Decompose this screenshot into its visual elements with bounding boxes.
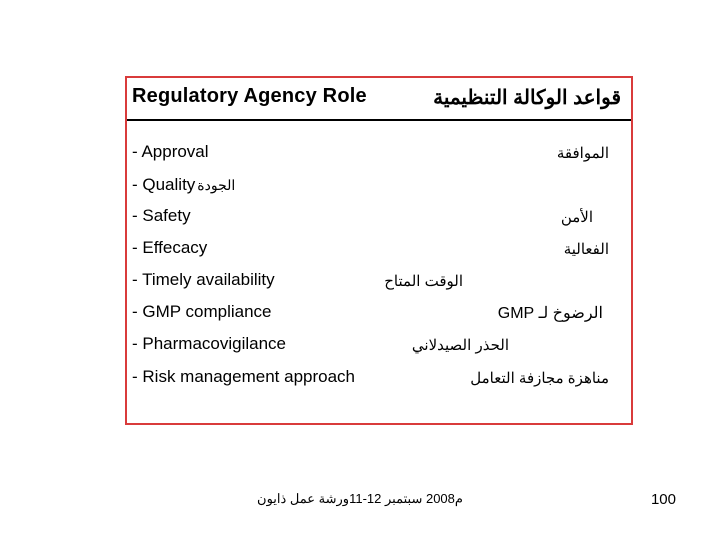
list-item-approval — [127, 142, 631, 166]
item-arabic: الوقت المتاح — [384, 273, 463, 290]
list-item-gmp-compliance — [127, 302, 631, 326]
list-item-quality — [127, 175, 631, 199]
item-arabic: الرضوخ لـ GMP — [497, 305, 603, 322]
item-english: - Risk management approach — [132, 367, 356, 386]
content-frame — [125, 76, 633, 425]
footer-caption: م2008 سبتمبر 12-11ورشة عمل ذايون — [257, 491, 463, 506]
item-english: - Approval — [132, 142, 209, 161]
item-arabic: الحذر الصيدلاني — [411, 337, 509, 354]
item-english: - Quality — [132, 175, 196, 194]
item-english: - Timely availability — [132, 270, 275, 289]
slide-header — [127, 78, 631, 120]
item-arabic: الأمن — [560, 209, 593, 226]
item-arabic: الفعالية — [563, 241, 609, 258]
item-english-with-arabic — [132, 175, 235, 195]
page-number: 100 — [650, 491, 676, 508]
header-divider — [127, 119, 631, 121]
list-item-safety — [127, 206, 631, 230]
item-english: - GMP compliance — [132, 302, 272, 321]
list-item-pharmacovigilance — [127, 334, 631, 358]
item-arabic: الجودة — [197, 177, 236, 193]
title-arabic: قواعد الوكالة التنظيمية — [433, 87, 621, 109]
item-arabic: الموافقة — [556, 145, 609, 162]
title-english: Regulatory Agency Role — [132, 85, 367, 107]
list-item-risk-management — [127, 367, 631, 391]
item-english: - Safety — [132, 206, 191, 225]
list-item-timely-availability — [127, 270, 631, 294]
item-english: - Pharmacovigilance — [132, 334, 287, 353]
item-english: - Effecacy — [132, 238, 208, 257]
list-item-efficacy — [127, 238, 631, 262]
item-arabic: مناهزة مجازفة التعامل — [470, 370, 609, 387]
